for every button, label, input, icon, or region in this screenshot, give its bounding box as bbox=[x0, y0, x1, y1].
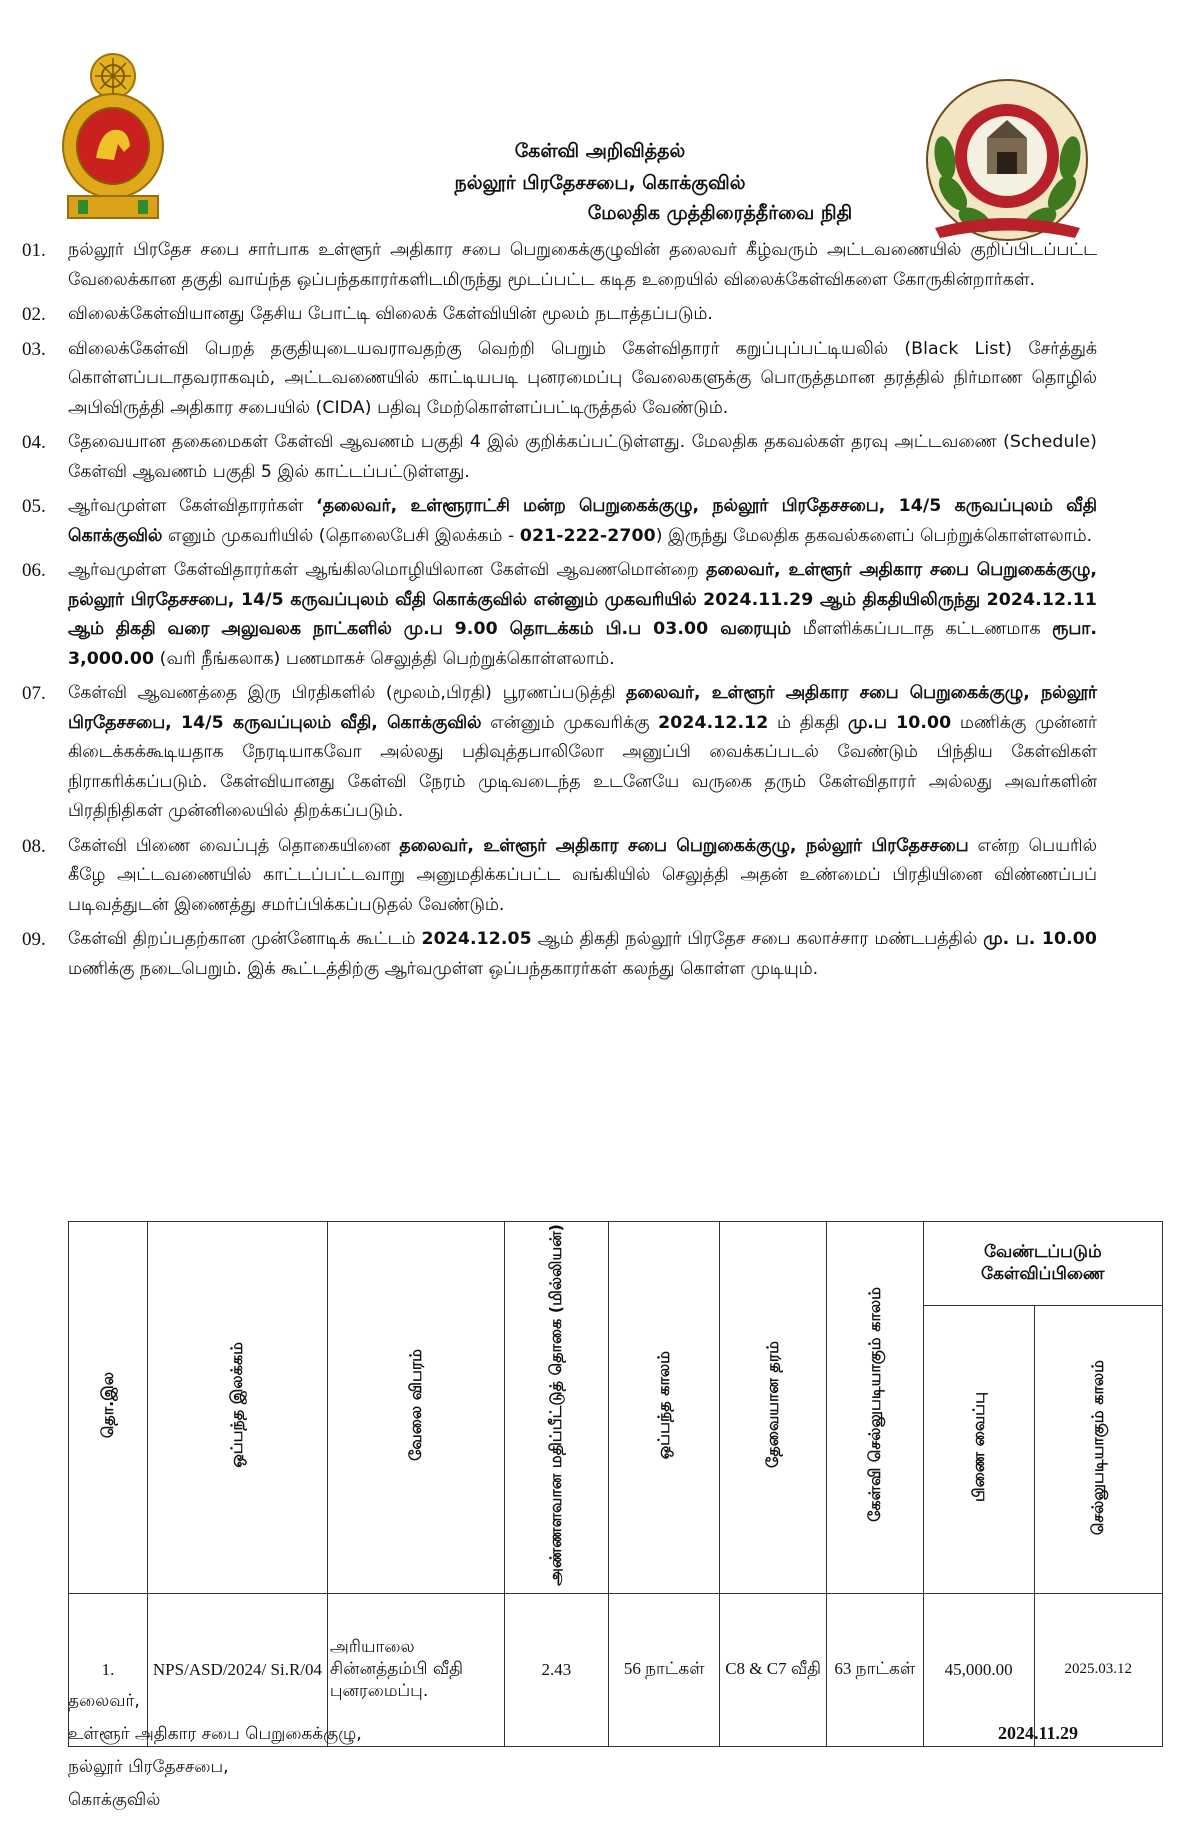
item-text: தேவையான தகைமைகள் கேள்வி ஆவணம் பகுதி 4 இல் குறிக்கப்பட்டுள்ளது. மேலதிக தகவல்கள் தரவு அட்டவணை (Schedule) கேள்வி ஆவணம் பகுதி 5 இல் காட்டப்பட்டுள்ளது. bbox=[68, 432, 1097, 482]
item-number: 05. bbox=[22, 496, 46, 517]
header-bond-validity: செல்லுபடியாகும் காலம் bbox=[1034, 1306, 1162, 1594]
item-number: 02. bbox=[22, 304, 46, 325]
item-text: விலைக்கேள்வி பெறத் தகுதியுடையவராவதற்கு வெற்றி பெறும் கேள்விதாரர் கறுப்புப்பட்டியலில் (Black List) சேர்த்துக் கொள்ளப்படாதவராகவும், அட்டவணையில் காட்டியபடி புனரமைப்பு வேலைகளுக்கு பொருத்தமான தரத்தில் நிர்மாண தொழில் அபிவிருத்தி அதிகார சபையில் (CIDA) பதிவு மேற்கொள்ளப்பட்டிருத்தல் வேண்டும். bbox=[68, 338, 1097, 418]
notice-date: 2024.11.29 bbox=[998, 1723, 1079, 1743]
list-item bbox=[22, 428, 1097, 487]
header-period: ஒப்பந்த காலம் bbox=[609, 1222, 720, 1594]
item-text: கேள்வி ஆவணத்தை இரு பிரதிகளில் (மூலம்,பிரதி) பூரணப்படுத்தி தலைவர், உள்ளூர் அதிகார சபை பெறுகைக்குழு, நல்லூர் பிரதேசசபை, 14/5 கருவப்புலம் வீதி, கொக்குவில் என்னும் முகவரிக்கு 2024.12.12 ம் திகதி மு.ப 10.00 மணிக்கு முன்னர் கிடைக்கக்கூடியதாக நேரடியாகவோ அல்லது பதிவுத்தபாலிலோ அனுப்பி வைக்கப்படல் வேண்டும் பிந்திய கேள்விகள் நிராகரிக்கப்படும். கேள்வியானது கேள்வி நேரம் முடிவடைந்த உடனேயே வருகை தரும் கேள்விதாரர் அல்லது அவர்களின் பிரதிநிதிகள் முன்னிலையில் திறக்கப்படும். bbox=[68, 683, 1097, 821]
council-name: நல்லூர் பிரதேசசபை, கொக்குவில் bbox=[454, 172, 746, 194]
sri-lanka-emblem-icon bbox=[58, 48, 168, 223]
notice-title: கேள்வி அறிவித்தல் bbox=[514, 140, 686, 162]
signature-committee: உள்ளூர் அதிகார சபை பெறுகைக்குழு, bbox=[68, 1724, 362, 1744]
cell-work-detail: அரியாலை சின்னத்தம்பி வீதி புனரமைப்பு. bbox=[327, 1593, 504, 1746]
item-text: நல்லூர் பிரதேச சபை சார்பாக உள்ளூர் அதிகார சபை பெறுகைக்குழுவின் தலைவர் கீழ்வரும் அட்டவணையில் குறிப்பிடப்பட்ட வேலைக்கான தகுதி வாய்ந்த ஒப்பந்தகாரர்களிடமிருந்து மூடப்பட்ட கடித உறையில் விலைக்கேள்விகளை கோருகின்றார்கள். bbox=[68, 240, 1097, 290]
item-number: 07. bbox=[22, 683, 46, 704]
list-item bbox=[22, 492, 1097, 551]
signature-council: நல்லூர் பிரதேசசபை, bbox=[68, 1757, 229, 1777]
fund-name: மேலதிக முத்திரைத்தீர்வை நிதி bbox=[587, 202, 853, 224]
cell-bond-validity: 2025.03.12 bbox=[1034, 1593, 1162, 1746]
list-item bbox=[22, 300, 1097, 330]
header-grade: தேவையான தரம் bbox=[720, 1222, 827, 1594]
list-item bbox=[22, 925, 1097, 984]
header-bond-group: வேண்டப்படும் கேள்விப்பிணை bbox=[923, 1222, 1162, 1306]
header-validity: கேள்வி செல்லுபடியாகும் காலம் bbox=[827, 1222, 924, 1594]
item-number: 03. bbox=[22, 338, 46, 360]
item-text: கேள்வி திறப்பதற்கான முன்னோடிக் கூட்டம் 2024.12.05 ஆம் திகதி நல்லூர் பிரதேச சபை கலாச்சார மண்டபத்தில் மு. ப. 10.00 மணிக்கு நடைபெறும். இக் கூட்டத்திற்கு ஆர்வமுள்ள ஒப்பந்தகாரர்கள் கலந்து கொள்ள முடியும். bbox=[68, 929, 1098, 979]
signature-place: கொக்குவில் bbox=[68, 1790, 161, 1810]
item-number: 01. bbox=[22, 240, 46, 261]
item-number: 04. bbox=[22, 432, 46, 453]
item-text: விலைக்கேள்வியானது தேசிய போட்டி விலைக் கேள்வியின் மூலம் நடாத்தப்படும். bbox=[68, 304, 713, 324]
header-bond-deposit: பிணை வைப்பு bbox=[923, 1306, 1034, 1594]
cell-period: 56 நாட்கள் bbox=[609, 1593, 720, 1746]
signature-block bbox=[68, 1685, 362, 1817]
signature-title: தலைவர், bbox=[68, 1691, 140, 1711]
cell-bond-deposit: 45,000.00 bbox=[923, 1593, 1034, 1746]
list-item bbox=[22, 679, 1097, 827]
header-work-detail: வேலை விபரம் bbox=[327, 1222, 504, 1594]
cell-validity: 63 நாட்கள் bbox=[827, 1593, 924, 1746]
item-text: ஆர்வமுள்ள கேள்விதாரர்கள் ஆங்கிலமொழியிலான கேள்வி ஆவணமொன்றை தலைவர், உள்ளூர் அதிகார சபை பெறுகைக்குழு, நல்லூர் பிரதேசசபை, 14/5 கருவப்புலம் வீதி கொக்குவில் என்னும் முகவரியில் 2024.11.29 ஆம் திகதியிலிருந்து 2024.12.11 ஆம் திகதி வரை அலுவலக நாட்களில் மு.ப 9.00 தொடக்கம் பி.ப 03.00 வரையும் மீளளிக்கப்படாத கட்டணமாக ரூபா. 3,000.00 (வரி நீங்கலாக) பணமாகச் செலுத்தி பெற்றுக்கொள்ளலாம். bbox=[68, 560, 1098, 669]
list-item bbox=[22, 335, 1097, 424]
item-number: 06. bbox=[22, 560, 46, 581]
cell-estimate: 2.43 bbox=[504, 1593, 609, 1746]
schedule-table bbox=[68, 1221, 1163, 1747]
notice-items bbox=[22, 236, 1097, 989]
item-text: ஆர்வமுள்ள கேள்விதாரர்கள் ‘தலைவர், உள்ளூராட்சி மன்ற பெறுகைக்குழு, நல்லூர் பிரதேசசபை, 14/5 கருவப்புலம் வீதி கொக்குவில் எனும் முகவரியில் (தொலைபேசி இலக்கம் - 021-222-2700) இருந்து மேலதிக தகவல்களைப் பெற்றுக்கொள்ளலாம். bbox=[68, 496, 1097, 546]
list-item bbox=[22, 832, 1097, 921]
list-item bbox=[22, 556, 1097, 674]
item-number: 08. bbox=[22, 835, 46, 857]
cell-no: 1. bbox=[69, 1593, 148, 1746]
list-item bbox=[22, 236, 1097, 295]
cell-contract-no: NPS/ASD/2024/ Si.R/04 bbox=[148, 1593, 328, 1746]
header-contract-no: ஒப்பந்த இலக்கம் bbox=[148, 1222, 328, 1594]
cell-grade: C8 & C7 வீதி bbox=[720, 1593, 827, 1746]
header-no: தொ.இல bbox=[69, 1222, 148, 1594]
item-number: 09. bbox=[22, 929, 46, 950]
header-estimate: அண்ணளவான மதிப்பீட்டுத் தொகை (மில்லியன்) bbox=[504, 1222, 609, 1594]
item-text: கேள்வி பிணை வைப்புத் தொகையினை தலைவர், உள்ளூர் அதிகார சபை பெறுகைக்குழு, நல்லூர் பிரதேசசபை என்ற பெயரில் கீழே அட்டவணையில் காட்டப்பட்டவாறு அனுமதிக்கப்பட்ட வங்கியில் செலுத்தி அதன் உண்மைப் பிரதியினை விண்ணப்பப் படிவத்துடன் இணைத்து சமர்ப்பிக்கப்படுதல் வேண்டும். bbox=[68, 835, 1097, 915]
